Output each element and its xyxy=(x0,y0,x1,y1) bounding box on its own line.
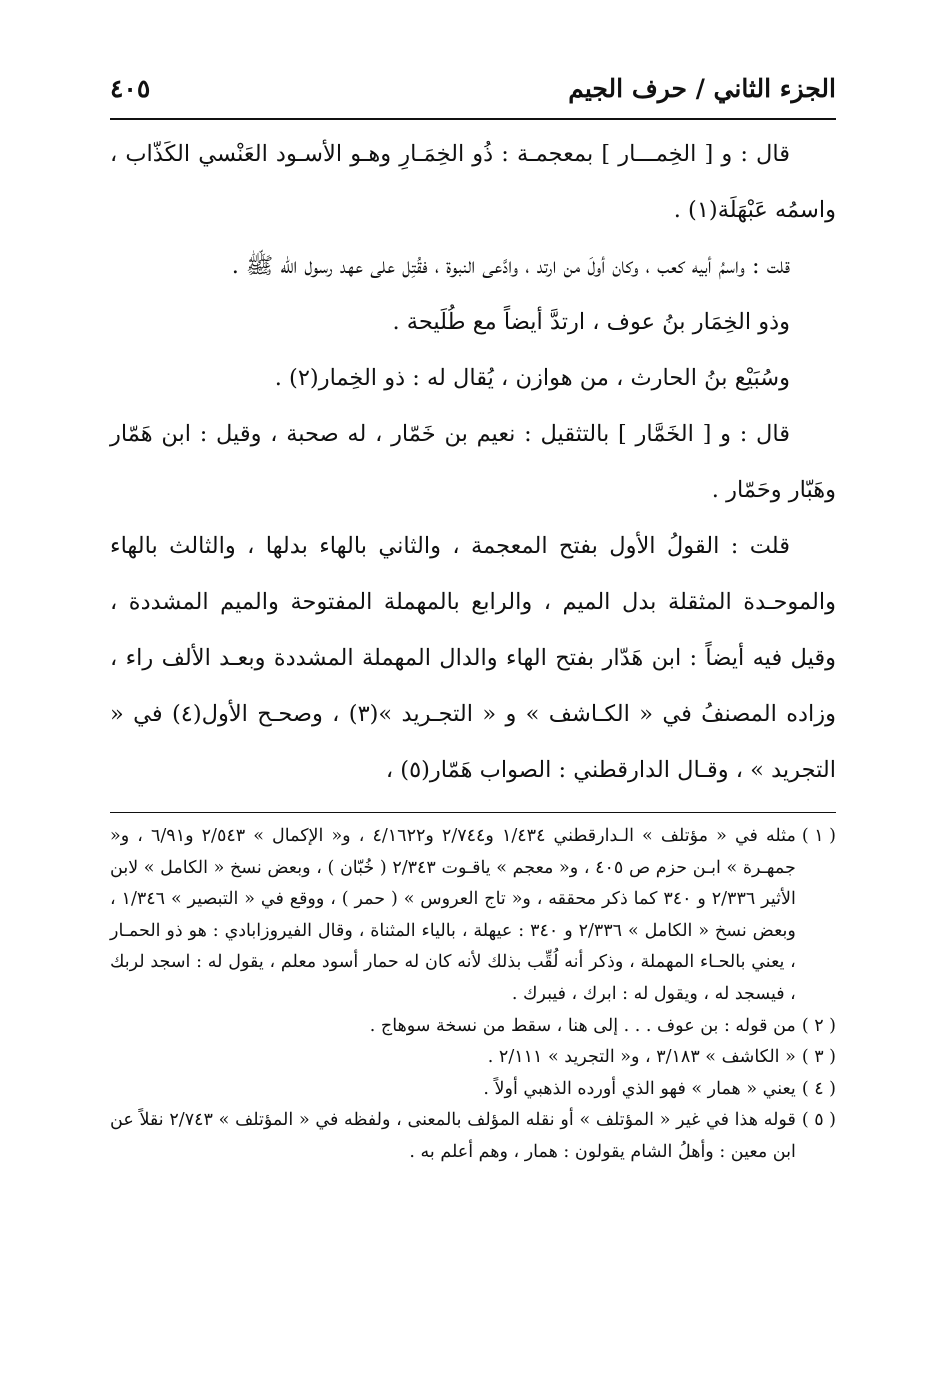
footnote-number: ( ٥ ) xyxy=(801,1110,836,1131)
footnote-text: « الكاشف » ٣/١٨٣ ، و« التجريد » ٢/١١١ . xyxy=(487,1047,796,1068)
paragraph: قلت : واسمُ أبيه كعب ، وكان أولَ من ارتد ، وادَّعى النبوة ، فقُتِل على عهد رسول الله ﷺ . xyxy=(231,253,790,279)
book-page xyxy=(110,62,836,1302)
footnote-text: يعني « همار » فهو الذي أورده الذهبي أولاً . xyxy=(483,1078,796,1099)
footnote xyxy=(110,1011,836,1043)
page-number: ٤٠٥ xyxy=(110,73,151,103)
footnote-number: ( ٣ ) xyxy=(801,1047,836,1068)
footnote-number: ( ١ ) xyxy=(801,826,836,846)
running-title: الجزء الثاني / حرف الجيم xyxy=(568,73,836,103)
header-divider xyxy=(110,118,836,120)
paragraph: قال : و [ الخَمَّار ] بالتثقيل : نعيم بن خَمّار ، له صحبة ، وقيل : ابن هَمّار وهَبّار وحَمّار . xyxy=(110,421,836,503)
footnote-text: مثله في « مؤتلف » الـدارقطني ١/٤٣٤ و٢/٧٤٤ و٤/١٦٢٢ ، و« الإكمال » ٢/٥٤٣ و٦/٩١ ، و« جمهـرة » ابـن حزم ص ٤٠٥ ، و« معجم » ياقـوت ٢/٣٤٣ ( خُبّان ) ، وبعض نسخ « الكامل » لابن الأثير ٢/٣٣٦ و ٣٤٠ كما ذكر محققه ، و« تاج العروس » ( حمر ) ، ووقع في « التبصير » ١/٣٤٦ ، وبعض نسخ « الكامل » ٢/٣٣٦ و ٣٤٠ : عيهلة ، بالياء المثناة ، وقال الفيروزابادي : هو ذو الحمـار ، يعني بالحـاء المهملة ، وذكر أنه لُقِّب بذلك لأنه كان له حمار أسود معلم ، يقول له : اسجد لربك ، فيسجد له ، ويقول له : ابرك ، فيبرك . xyxy=(110,826,796,1004)
page-header xyxy=(110,62,836,114)
footnote-text: من قوله : بن عوف . . . إلى هنا ، سقط من نسخة سوهاج . xyxy=(369,1015,796,1036)
paragraph: قلت : القولُ الأول بفتح المعجمة ، والثاني بالهاء بدلها ، والثالث بالهاء والموحـدة المثقلة بدل الميم ، والرابع بالمهملة المفتوحة والميم المشددة ، وقيل فيه أيضاً : ابن هَدّار بفتح الهاء والدال المهملة المشددة وبعـد الألف راء ، وزاده المصنفُ في « الكـاشف » و « التجـريد »(٣) ، وصحـح الأول(٤) في « التجريد » ، وقـال الدارقطني : الصواب هَمّار(٥) ، xyxy=(110,533,836,783)
footnote xyxy=(110,1105,836,1168)
footnote xyxy=(110,821,836,1011)
paragraph: وذو الخِمَار بنُ عوف ، ارتدَّ أيضاً مع طُلَيحة . xyxy=(392,309,790,335)
footnote xyxy=(110,1042,836,1074)
paragraph: وسُبَيْع بنُ الحارث ، من هوازن ، يُقال له : ذو الخِمار(٢) . xyxy=(274,365,790,391)
footnote-text: قوله هذا في غير « المؤتلف » أو نقله المؤلف بالمعنى ، ولفظه في « المؤتلف » ٢/٧٤٣ نقلاً عن ابن معين : وأهلُ الشام يقولون : همار ، وهم أعلم به . xyxy=(110,1110,796,1162)
footnote xyxy=(110,1074,836,1106)
footnote-number: ( ٤ ) xyxy=(801,1078,836,1099)
main-text xyxy=(110,126,836,798)
footnotes xyxy=(110,821,836,1169)
footnote-number: ( ٢ ) xyxy=(801,1015,836,1036)
paragraph: قال : و [ الخِمـــار ] بمعجمـة : ذُو الخِمَـارِ وهـو الأسـود العَنْسي الكَذّاب ، واسمُه عَبْهَلَة(١) . xyxy=(110,141,836,223)
footnote-divider xyxy=(110,812,836,813)
